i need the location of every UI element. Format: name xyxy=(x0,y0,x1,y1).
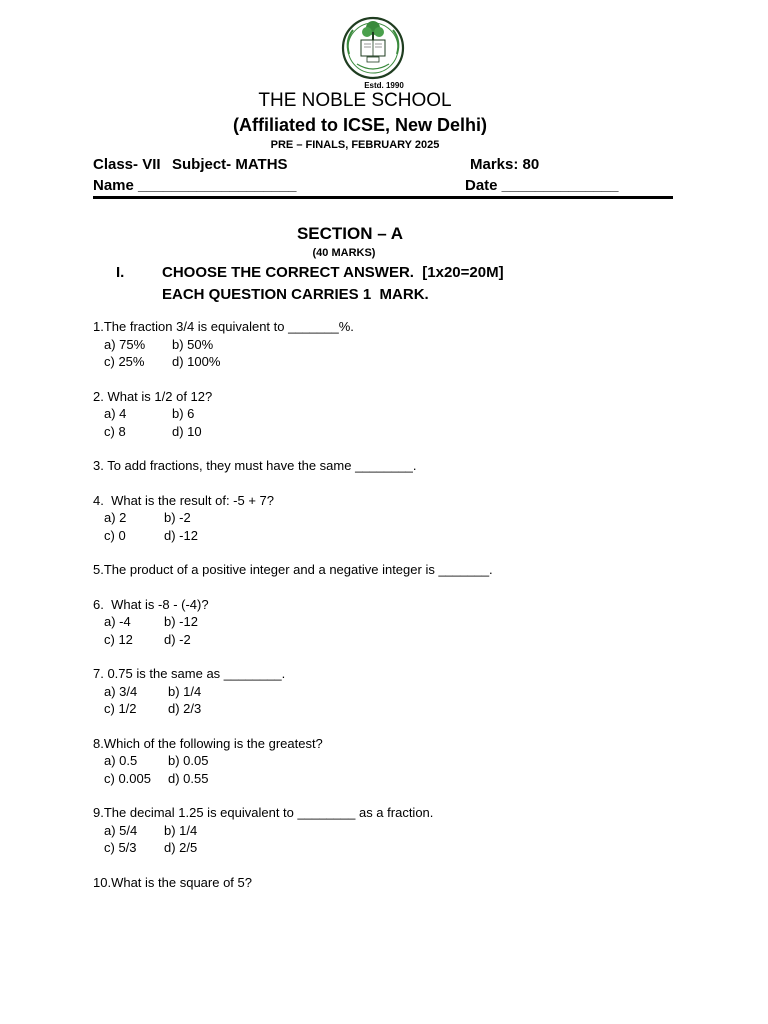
option: a) 0.5 xyxy=(104,753,138,768)
exam-title: PRE – FINALS, FEBRUARY 2025 xyxy=(270,139,440,151)
name-field: Name ___________________ xyxy=(93,177,297,194)
question-item xyxy=(93,804,713,857)
option: a) -4 xyxy=(104,614,131,629)
question-item xyxy=(93,318,713,371)
option: c) 8 xyxy=(104,423,126,439)
question-item xyxy=(93,874,713,892)
option: b) 1/4 xyxy=(164,822,198,838)
question-item xyxy=(93,457,713,475)
header-divider xyxy=(93,196,673,199)
option: d) 2/5 xyxy=(164,840,198,855)
option: d) 100% xyxy=(172,354,221,369)
instruction-line-2: EACH QUESTION CARRIES 1 MARK. xyxy=(162,286,429,303)
options xyxy=(93,405,713,440)
instruction-line-1: CHOOSE THE CORRECT ANSWER. [1x20=20M] xyxy=(162,264,504,281)
option: b) 6 xyxy=(172,406,195,421)
question-text: 5.The product of a positive integer and a negative integer is _______. xyxy=(93,562,493,577)
options xyxy=(93,509,713,544)
option: d) 10 xyxy=(172,423,202,439)
option: c) 5/3 xyxy=(104,840,137,855)
option: a) 5/4 xyxy=(104,822,138,838)
options xyxy=(93,336,713,371)
part-numeral: I. xyxy=(116,264,125,281)
question-item xyxy=(93,388,713,441)
option: c) 12 xyxy=(104,631,133,647)
question-item xyxy=(93,492,713,545)
option: d) 2/3 xyxy=(168,701,202,716)
option: c) 0 xyxy=(104,527,126,543)
section-marks: (40 MARKS) xyxy=(312,247,376,259)
question-text: 8.Which of the following is the greatest? xyxy=(93,735,323,751)
question-text: 1.The fraction 3/4 is equivalent to _______%. xyxy=(93,319,354,334)
question-item xyxy=(93,665,713,718)
school-name: THE NOBLE SCHOOL xyxy=(258,90,452,111)
question-item xyxy=(93,561,713,579)
options xyxy=(93,752,713,787)
option: b) -12 xyxy=(164,614,198,629)
question-text: 4. What is the result of: -5 + 7? xyxy=(93,492,275,508)
question-text: 3. To add fractions, they must have the same ________. xyxy=(93,458,417,473)
option: c) 0.005 xyxy=(104,770,151,786)
option: d) -12 xyxy=(164,527,198,543)
question-item xyxy=(93,735,713,788)
option: c) 1/2 xyxy=(104,701,137,716)
date-field: Date ______________ xyxy=(465,177,619,194)
option: b) 50% xyxy=(172,336,214,352)
options xyxy=(93,822,713,857)
option: b) 0.05 xyxy=(168,753,209,768)
option: c) 25% xyxy=(104,354,145,369)
option: b) 1/4 xyxy=(168,683,202,699)
affiliation: (Affiliated to ICSE, New Delhi) xyxy=(232,115,487,135)
question-text: 7. 0.75 is the same as ________. xyxy=(93,666,286,681)
option: a) 75% xyxy=(104,336,146,352)
established-year: Estd. 1990 xyxy=(364,81,404,90)
class-label: Class- VII xyxy=(93,156,161,173)
section-title: SECTION – A xyxy=(296,224,404,243)
marks-label: Marks: 80 xyxy=(470,156,540,173)
option: a) 3/4 xyxy=(104,683,138,699)
subject-label: Subject- MATHS xyxy=(172,156,288,173)
option: a) 4 xyxy=(104,406,127,421)
question-item xyxy=(93,596,713,649)
question-text: 9.The decimal 1.25 is equivalent to ________ as a fraction. xyxy=(93,805,434,820)
question-list xyxy=(93,318,713,908)
option: b) -2 xyxy=(164,510,191,525)
question-text: 10.What is the square of 5? xyxy=(93,874,252,890)
options xyxy=(93,613,713,648)
option: a) 2 xyxy=(104,510,127,525)
option: d) -2 xyxy=(164,631,191,647)
option: d) 0.55 xyxy=(168,770,209,786)
question-text: 2. What is 1/2 of 12? xyxy=(93,388,213,404)
question-text: 6. What is -8 - (-4)? xyxy=(93,596,209,612)
options xyxy=(93,683,713,718)
